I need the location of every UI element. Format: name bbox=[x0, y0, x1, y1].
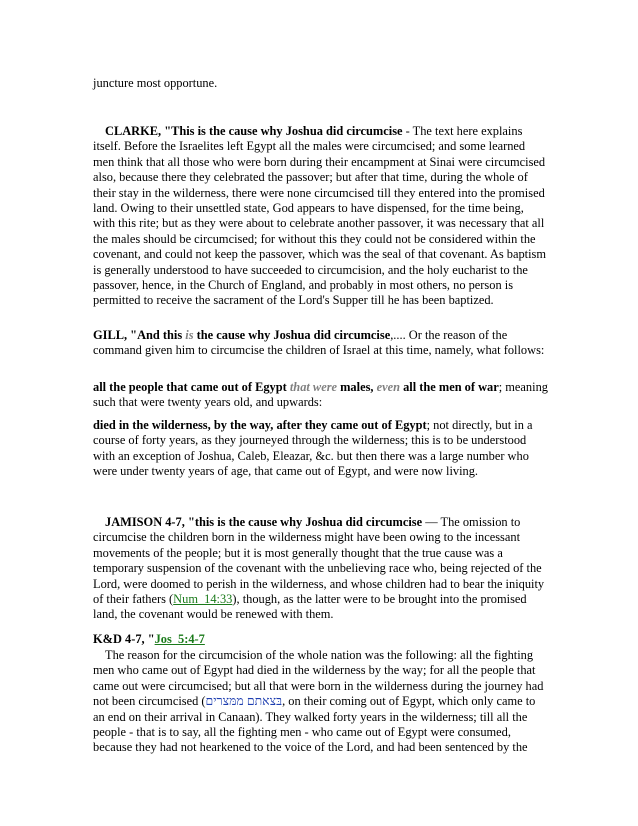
gill-phrase-4: ; meaning such that were twenty years old, and upwards: bbox=[93, 380, 548, 410]
jamison-paragraph bbox=[93, 515, 548, 623]
gill-phrase-1: all the people that came out of Egypt bbox=[93, 380, 290, 394]
clarke-heading: CLARKE, "This is the cause why Joshua did circumcise bbox=[105, 124, 403, 138]
gill-italic-is: is bbox=[185, 328, 194, 342]
gill-italic-even: even bbox=[376, 380, 400, 394]
gill-phrase-2: males, bbox=[337, 380, 377, 394]
jamison-heading: JAMISON 4-7, "this is the cause why Joshua did circumcise bbox=[105, 515, 423, 529]
kd-heading-line bbox=[93, 632, 548, 647]
juncture-text: juncture most opportune. bbox=[93, 76, 218, 90]
kd-reference-link[interactable]: Jos_5:4-7 bbox=[154, 632, 205, 646]
kd-body-1: The reason for the circumcision of the whole nation was the following: all the fighting men who came out of Egypt had died in the wilderness by the way; for all the people that came out were circumcised; but all that were born in the wilderness during the journey had not been circumcised ( bbox=[93, 648, 544, 709]
gill-phrase-5: died in the wilderness, by the way, after they came out of Egypt bbox=[93, 418, 427, 432]
gill-italic-that-were: that were bbox=[289, 380, 338, 394]
jamison-separator: — bbox=[422, 515, 441, 529]
gill-paragraph bbox=[93, 328, 548, 359]
jamison-body-2: ), though, as the latter were to be brought into the promised land, the covenant would be renewed with them. bbox=[93, 592, 527, 622]
gill-body: ,.... Or the reason of the command given him to circumcise the children of Israel at this time, namely, what follows: bbox=[93, 328, 545, 358]
gill-paragraph-2 bbox=[93, 380, 548, 411]
kd-body-2: , on their coming out of Egypt, which only came to an end on their arrival in Canaan). They walked forty years in the wilderness; till all the people - that is to say, all the fighting men - who came out of Egypt were consumed, because they had not hearkened to the voice of the Lord, and had been sentenced by the bbox=[93, 694, 536, 755]
clarke-body: The text here explains itself. Before the Israelites left Egypt all the males were circumcised; and some learned men think that all those who were born during their encampment at Sinai were circumcised also, because there they celebrated the passover; but after that time, during the whole of their stay in the wilderness, there were none circumcised till they entered into the promised land. Owing to their unsettled state, God appears to have dispensed, for the time being, with this rite; but as they were about to celebrate another passover, it was necessary that all the males should be circumcised; for without this they could not be considered within the covenant, and could not keep the passover, which was the seal of that covenant. As baptism is generally understood to have succeeded to circumcision, and the holy eucharist to the passover, hence, in the Church of England, and probably in most others, no person is permitted to receive the sacrament of the Lord's Supper till he has been baptized. bbox=[93, 124, 547, 308]
gill-heading-end: the cause why Joshua did circumcise bbox=[193, 328, 391, 342]
gill-paragraph-3 bbox=[93, 418, 548, 480]
gill-phrase-3: all the men of war bbox=[399, 380, 499, 394]
gill-heading-start: GILL, "And this bbox=[93, 328, 186, 342]
jamison-body-1: The omission to circumcise the children born in the wilderness might have been owing to the incessant movements of the people; but it is most generally thought that the true cause was a temporary suspension of the covenant with the unbelieving race who, being rejected of the Lord, were doomed to perish in the wilderness, and whose children had to bear the iniquity of their fathers ( bbox=[93, 515, 545, 607]
kd-paragraph bbox=[93, 648, 548, 756]
clarke-separator: - bbox=[402, 124, 413, 138]
kd-hebrew-phrase: בּצאתם ממּצרים bbox=[205, 694, 283, 709]
kd-heading: K&D 4-7, " bbox=[93, 632, 155, 646]
clarke-paragraph bbox=[93, 124, 548, 309]
gill-phrase-6: ; not directly, but in a course of forty years, as they journeyed through the wilderness; this is to be understood with an exception of Joshua, Caleb, Eleazar, &c. but then there was a large number who were under twenty years of age, that came out of Egypt, and were now living. bbox=[93, 418, 533, 479]
juncture-paragraph bbox=[93, 76, 548, 91]
jamison-reference-link[interactable]: Num_14:33 bbox=[173, 592, 233, 607]
